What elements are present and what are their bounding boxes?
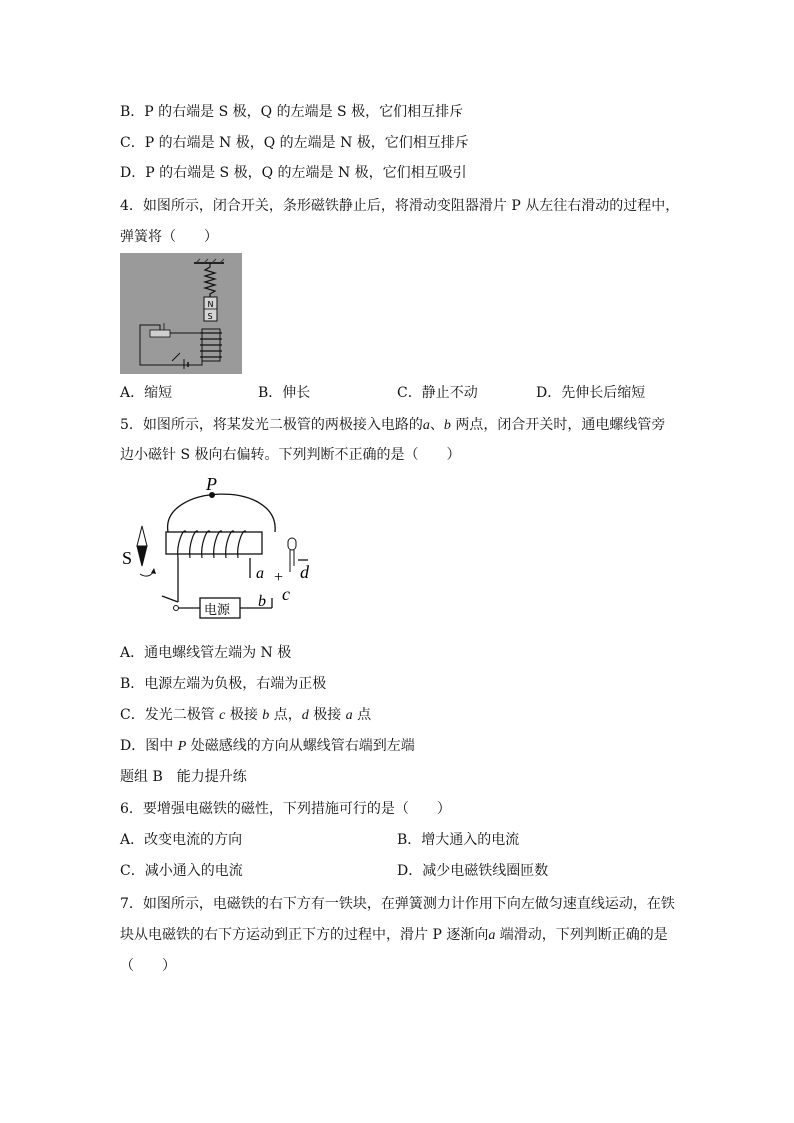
question-5-stem: 5．如图所示，将某发光二极管的两极接入电路的a、b 两点，闭合开关时，通电螺线管旁 — [120, 417, 666, 433]
group-b-heading: 题组 B 能力提升练 — [120, 769, 247, 785]
question-7-stem-cont: 块从电磁铁的右下方运动到正下方的过程中，滑片 P 逐渐向a 端滑动，下列判断正确的是 — [120, 927, 668, 943]
magnet-s-label: S — [207, 312, 213, 321]
solenoid-led-circuit-diagram — [120, 474, 320, 634]
magnet-n-label: N — [207, 300, 214, 309]
question-4-figure — [120, 253, 242, 374]
question-4-stem-cont: 弹簧将（ ） — [120, 229, 218, 245]
point-p-label: P — [206, 474, 217, 494]
line-option-c: C．P 的右端是 N 极，Q 的左端是 N 极，它们相互排斥 — [120, 135, 469, 151]
line-option-b: B．P 的右端是 S 极，Q 的左端是 S 极，它们相互排斥 — [120, 104, 464, 120]
question-7-answer-bracket: （ ） — [120, 958, 176, 974]
question-6-stem: 6．要增强电磁铁的磁性，下列措施可行的是（ ） — [120, 801, 451, 817]
line-option-d: D．P 的右端是 S 极，Q 的左端是 N 极，它们相互吸引 — [120, 165, 467, 181]
needle-s-label: S — [122, 548, 133, 568]
power-source-label: 电源 — [204, 603, 231, 618]
q6-option-b: B．增大通入的电流 — [397, 832, 520, 848]
led-c-label: c — [282, 584, 290, 604]
q4-option-c: C．静止不动 — [397, 385, 478, 401]
question-5-figure — [120, 474, 320, 634]
q6-option-d: D．减少电磁铁线圈匝数 — [397, 863, 549, 879]
q5-option-a: A．通电螺线管左端为 N 极 — [120, 645, 292, 661]
q5-option-c: C．发光二极管 c 极接 b 点，d 极接 a 点 — [120, 707, 372, 723]
q6-option-a: A．改变电流的方向 — [120, 832, 243, 848]
q6-option-c: C．减小通入的电流 — [120, 863, 243, 879]
question-7-stem: 7．如图所示，电磁铁的右下方有一铁块，在弹簧测力计作用下向左做匀速直线运动，在铁 — [120, 896, 675, 912]
q4-option-d: D．先伸长后缩短 — [536, 385, 646, 401]
q4-option-b: B．伸长 — [258, 385, 311, 401]
q4-option-a: A．缩短 — [120, 385, 173, 401]
question-4-stem: 4．如图所示，闭合开关，条形磁铁静止后，将滑动变阻器滑片 P 从左往右滑动的过程中， — [120, 198, 680, 214]
point-b-label: b — [258, 593, 266, 610]
led-d-label: d — [300, 562, 309, 582]
point-a-label: a — [256, 565, 264, 582]
q5-option-d: D．图中 P 处磁感线的方向从螺线管右端到左端 — [120, 738, 415, 754]
led-plus-label: + — [274, 569, 284, 586]
q5-option-b: B．电源左端为负极，右端为正极 — [120, 676, 327, 692]
spring-magnet-circuit-diagram — [120, 253, 242, 374]
question-5-stem-cont: 边小磁针 S 极向右偏转。下列判断不正确的是（ ） — [120, 447, 461, 463]
